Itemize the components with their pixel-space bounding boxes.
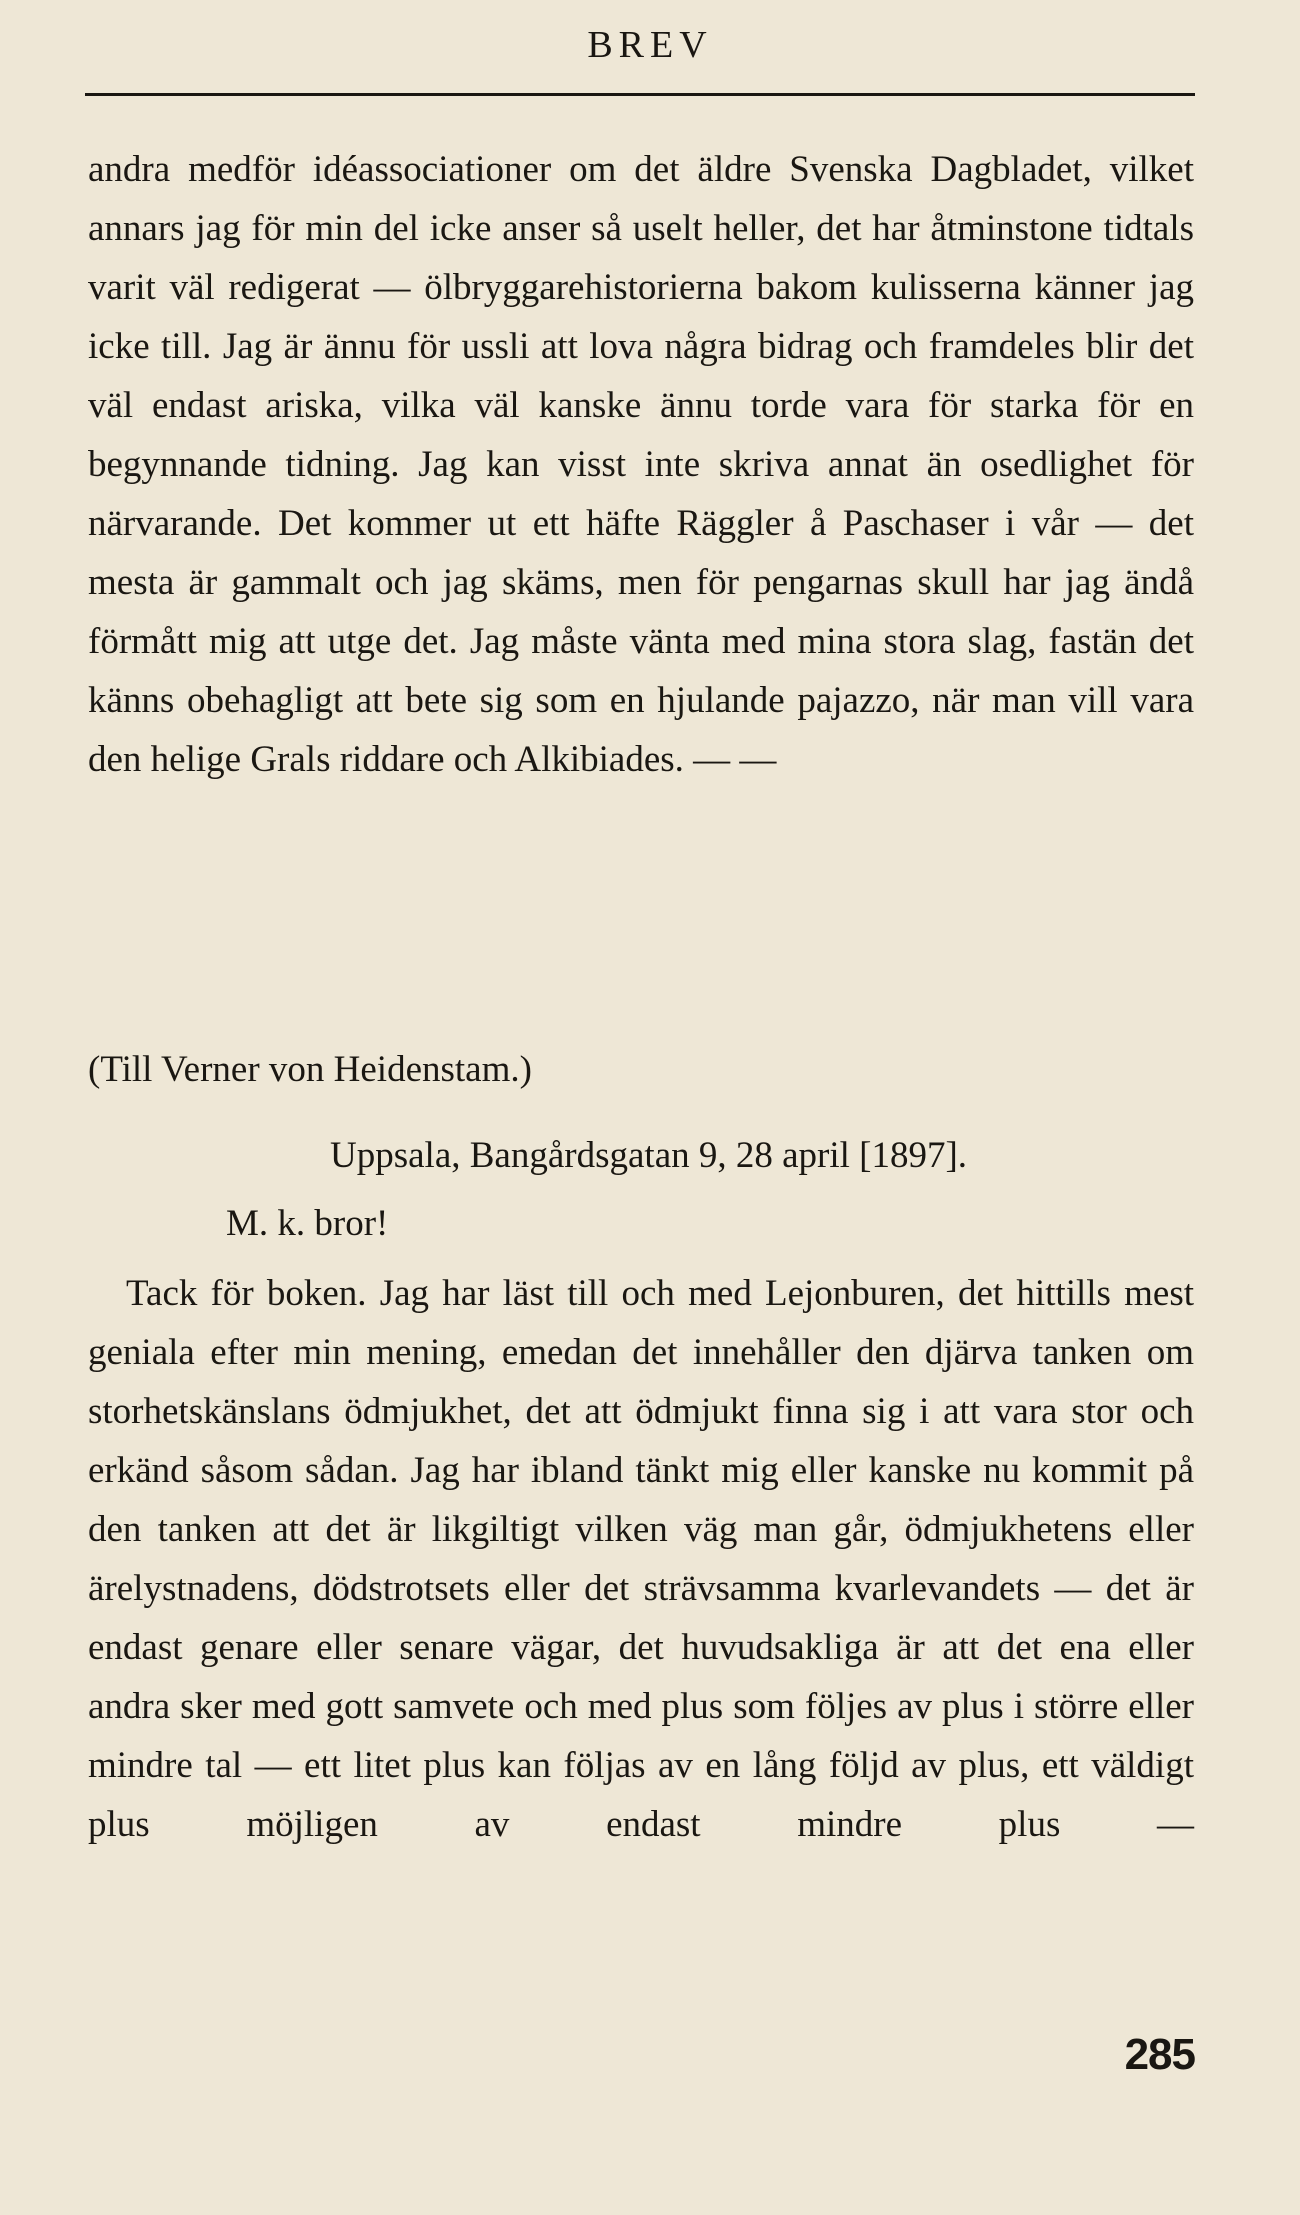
letter-salutation: M. k. bror!: [226, 1203, 389, 1244]
letter-end-text: andra medför idéassociationer om det äldre Svenska Dagbladet, vilket annars jag för min del icke anser så uselt heller, det har åtminstone tidtals varit väl redigerat — ölbryggarehistorierna bakom kulisserna känner jag icke till. Jag är ännu för ussli att lova några bidrag och framdeles blir det väl endast ariska, vilka väl kanske ännu torde vara för starka för en begynnande tidning. Jag kan visst inte skriva annat än osedlighet för närvarande. Det kommer ut ett häfte Räggler å Paschaser i vår — det mesta är gammalt och jag skäms, men för pengarnas skull har jag ändå förmått mig att utge det. Jag måste vänta med mina stora slag, fastän det känns obehagligt att bete sig som en hjulande pajazzo, när man vill vara den helige Grals riddare och Alkibiades. — —: [88, 149, 1194, 780]
letter-place-date: Uppsala, Bangårdsgatan 9, 28 april [1897].: [330, 1135, 968, 1176]
running-head: BREV: [587, 24, 713, 66]
letter-end-paragraph: [88, 140, 1194, 972]
letter-body-paragraph: [88, 1264, 1194, 1972]
letter-body-text: Tack för boken. Jag har läst till och med Lejonburen, det hittills mest geniala efter min mening, emedan det innehåller den djärva tanken om storhetskänslans ödmjukhet, det att ödmjukt finna sig i att vara stor och erkänd såsom sådan. Jag har ibland tänkt mig eller kanske nu kommit på den tanken att det är likgiltigt vilken väg man går, ödmjukhetens eller ärelystnadens, dödstrotsets eller det strävsamma kvarlevandets — det är endast genare eller senare vägar, det huvudsakliga är att det ena eller andra sker med gott samvete och med plus som följes av plus i större eller mindre tal — ett litet plus kan följas av en lång följd av plus, ett väldigt plus möjligen av endast mindre plus —: [88, 1273, 1194, 1845]
header-rule: [85, 93, 1195, 96]
letter-recipient: (Till Verner von Heidenstam.): [88, 1049, 532, 1090]
page-number: 285: [1124, 2030, 1195, 2079]
